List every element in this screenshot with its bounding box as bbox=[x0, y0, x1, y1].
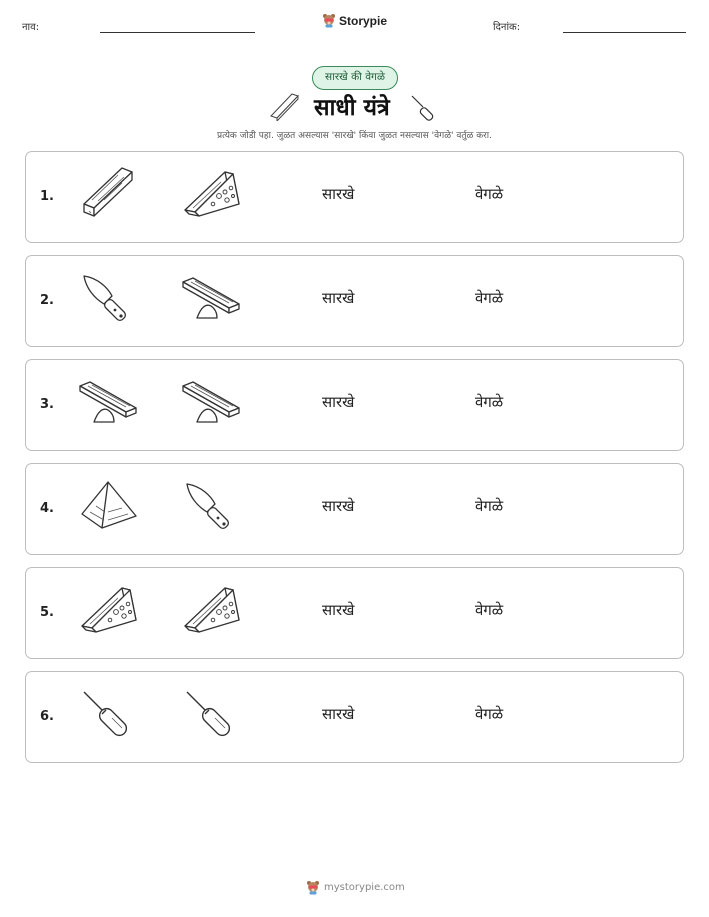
question-row-6 bbox=[25, 671, 684, 763]
wedge-icon bbox=[78, 582, 140, 644]
screwdriver-icon bbox=[181, 686, 243, 748]
bear-mascot-icon bbox=[322, 13, 336, 28]
option-same[interactable]: सारखे bbox=[322, 289, 355, 307]
lever-icon bbox=[78, 374, 140, 436]
bear-mascot-icon bbox=[306, 880, 320, 895]
lever-icon bbox=[181, 270, 243, 332]
option-same[interactable]: सारखे bbox=[322, 601, 355, 619]
option-different[interactable]: वेगळे bbox=[475, 705, 504, 723]
brand-logo bbox=[322, 13, 387, 28]
lever-icon bbox=[181, 374, 243, 436]
name-line[interactable] bbox=[100, 32, 255, 33]
question-number: 1. bbox=[40, 189, 54, 204]
option-same[interactable]: सारखे bbox=[322, 185, 355, 203]
plank-icon bbox=[268, 91, 302, 121]
knife-icon bbox=[78, 270, 140, 332]
question-number: 5. bbox=[40, 605, 54, 620]
instructions: प्रत्येक जोडी पहा. जुळत असल्यास 'सारखे' किंवा जुळत नसल्यास 'वेगळे' वर्तुळ करा. bbox=[216, 131, 492, 141]
date-line[interactable] bbox=[563, 32, 686, 33]
option-same[interactable]: सारखे bbox=[322, 705, 355, 723]
question-number: 3. bbox=[40, 397, 54, 412]
question-row-3 bbox=[25, 359, 684, 451]
pyramid-icon bbox=[78, 478, 140, 540]
footer-url[interactable]: mystorypie.com bbox=[324, 882, 405, 893]
question-number: 4. bbox=[40, 501, 54, 516]
option-different[interactable]: वेगळे bbox=[475, 393, 504, 411]
brand-name: Storypie bbox=[339, 13, 388, 28]
option-different[interactable]: वेगळे bbox=[475, 601, 504, 619]
question-number: 2. bbox=[40, 293, 54, 308]
screwdriver-icon bbox=[78, 686, 140, 748]
wedge-icon bbox=[181, 166, 243, 228]
question-row-1 bbox=[25, 151, 684, 243]
question-number: 6. bbox=[40, 709, 54, 724]
option-same[interactable]: सारखे bbox=[322, 497, 355, 515]
footer bbox=[306, 880, 405, 895]
question-row-4 bbox=[25, 463, 684, 555]
page-title: साधी यंत्रे bbox=[314, 95, 390, 121]
option-same[interactable]: सारखे bbox=[322, 393, 355, 411]
option-different[interactable]: वेगळे bbox=[475, 185, 504, 203]
screwdriver-icon bbox=[408, 92, 440, 124]
option-different[interactable]: वेगळे bbox=[475, 289, 504, 307]
wedge-icon bbox=[181, 582, 243, 644]
option-different[interactable]: वेगळे bbox=[475, 497, 504, 515]
question-row-5 bbox=[25, 567, 684, 659]
plank-icon bbox=[78, 166, 140, 228]
topic-badge: सारखे की वेगळे bbox=[312, 66, 398, 90]
question-row-2 bbox=[25, 255, 684, 347]
knife-icon bbox=[181, 478, 243, 540]
date-label: दिनांक: bbox=[493, 22, 521, 33]
name-label: नाव: bbox=[22, 22, 40, 33]
